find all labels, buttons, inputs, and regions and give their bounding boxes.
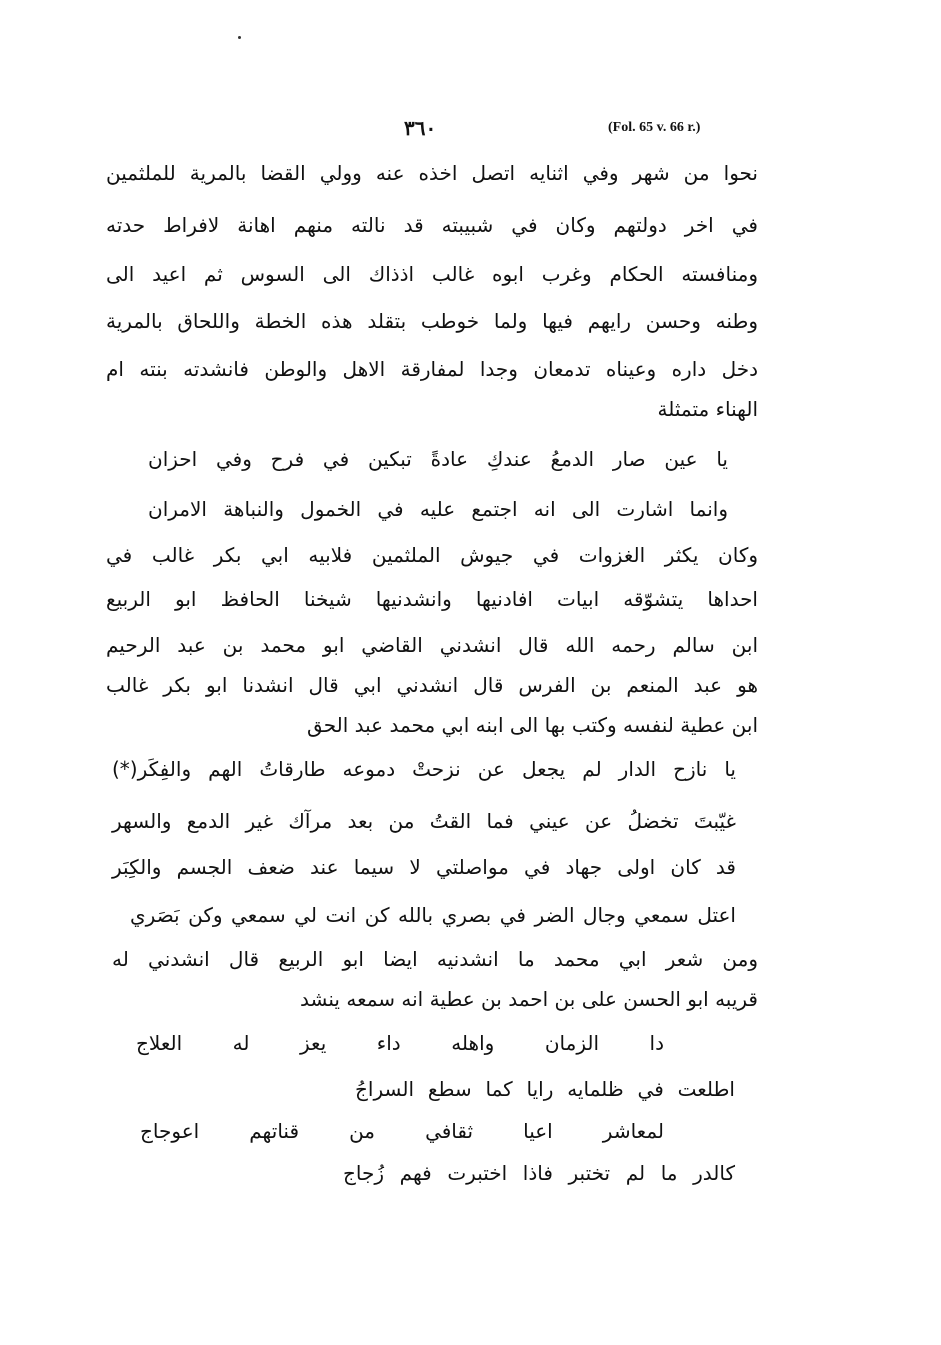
stray-dot-mark: [238, 36, 241, 39]
text-line: ابن عطية لنفسه وكتب بها الى ابنه ابي محمد عبد الحق: [307, 713, 758, 737]
verse-line: لمعاشر اعيا ثقافي من قناتهم اعوجاج: [140, 1119, 664, 1143]
text-line: في اخر دولتهم وكان في شبيبته قد نالته منهم اهانة لافراط حدته: [106, 213, 758, 237]
verse-line: قد كان اولى جهاد في مواصلتي لا سيما عند ضعف الجسم والكِبَر: [112, 855, 736, 879]
text-line: ومن شعر ابي محمد ما انشدنيه ايضا ابو الربيع قال انشدني له: [112, 947, 758, 971]
verse-line: يا نازح الدار لم يجعل عن نزحتْ دموعه طارقاتُ الهم والفِكَر(*): [112, 757, 736, 781]
verse-line: دا الزمان واهله داء يعز له العلاج: [136, 1031, 664, 1055]
text-line: وطنه وحسن رايهم فيها ولما خوطب بتقلد هذه الخطة واللحاق بالمرية: [106, 309, 758, 333]
text-line: دخل داره وعيناه تدمعان وجدا لمفارقة الاهل والوطن فانشدته بنته ام: [106, 357, 758, 381]
text-line: هو عبد المنعم بن الفرس قال انشدني ابي قال انشدنا ابو بكر غالب: [106, 673, 758, 697]
verse-line: كالدر ما لم تختبر فاذا اختبرت فهم زُجاج: [343, 1161, 735, 1185]
text-line: نحوا من شهر وفي اثنايه اتصل اخذه عنه وولي القضا بالمرية للملثمين: [106, 161, 758, 185]
verse-line: يا عين صار الدمعُ عندكِ عادةً تبكين في فرح وفي احزان: [148, 447, 728, 471]
folio-reference: (Fol. 65 v. 66 r.): [608, 120, 701, 135]
page-number: ٣٦٠: [404, 116, 437, 140]
verse-line: غيّبتَ تخضلُ عن عيني فما القتُ من بعد مرآك غير الدمع والسهر: [112, 809, 736, 833]
text-line: قريبه ابو الحسن على بن احمد بن عطية انه سمعه ينشد: [300, 987, 758, 1011]
text-line: ومنافسته الحكام وغرب ابوه غالب اذذاك الى السوس ثم اعيد الى: [106, 262, 758, 286]
text-line: وكان يكثر الغزوات في جيوش الملثمين فلابيه ابي بكر غالب في: [106, 543, 758, 567]
text-line: احداها يتشوّقه ابيات افادنيها وانشدنيها شيخنا الحافظ ابو الربيع: [106, 587, 758, 611]
verse-line: اعتل سمعي وجال الضر في بصري بالله كن انت لي سمعي وكن بَصَري: [130, 903, 736, 927]
verse-line: اطلعت في ظلمايه رايا كما سطع السراجُ: [355, 1077, 735, 1101]
text-line: وانما اشارت الى انه اجتمع عليه في الخمول والنباهة الامران: [148, 497, 728, 521]
page-header: [0, 116, 941, 146]
text-line: الهناء متمثلة: [657, 397, 758, 421]
text-line: ابن سالم رحمه الله قال انشدني القاضي ابو محمد بن عبد الرحيم: [106, 633, 758, 657]
